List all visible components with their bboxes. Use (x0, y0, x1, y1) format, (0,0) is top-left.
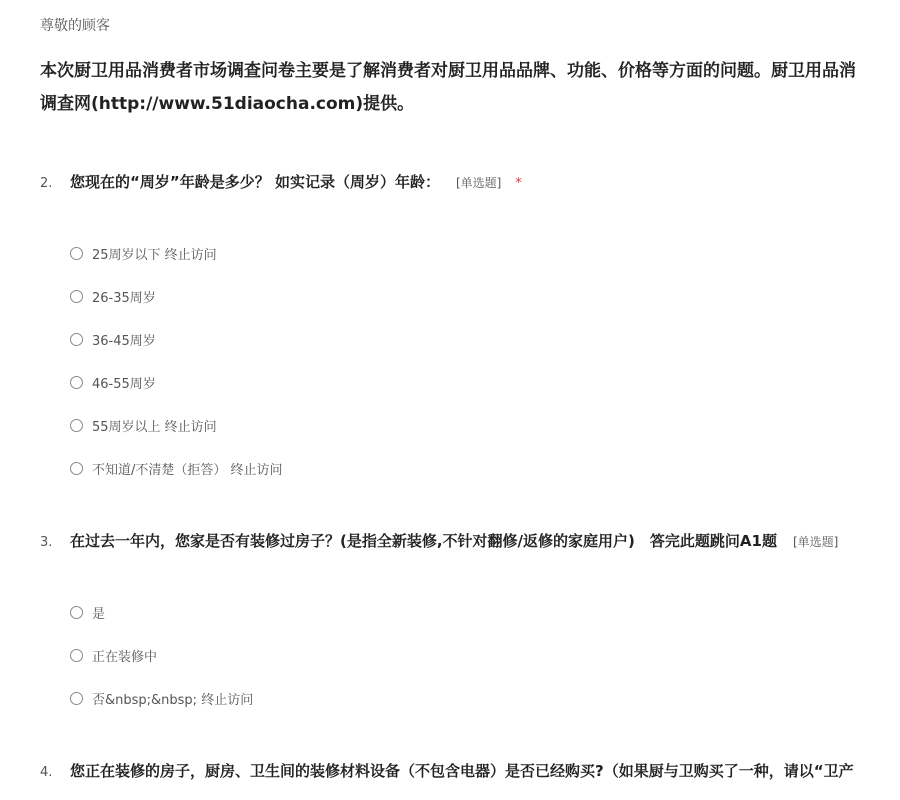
option-q3-1[interactable] (70, 602, 105, 622)
intro-line-2: 调查网(http://www.51diaocha.com)提供。 (40, 94, 415, 114)
option-label: 正在装修中 (92, 649, 158, 665)
greeting-text: 尊敬的顾客 (40, 18, 110, 34)
intro-line-1: 本次厨卫用品消费者市场调查问卷主要是了解消费者对厨卫用品品牌、功能、价格等方面的问题。厨卫用品消 (40, 61, 856, 81)
question-3 (40, 530, 900, 708)
option-label: 25周岁以下 终止访问 (92, 247, 217, 263)
option-q2-6[interactable] (70, 458, 283, 478)
radio-button[interactable] (70, 606, 83, 619)
option-label: 不知道/不清楚（拒答） 终止访问 (92, 462, 283, 478)
option-label: 46-55周岁 (92, 376, 156, 392)
question-number: 3. (40, 535, 53, 550)
option-q3-2[interactable] (70, 645, 157, 665)
option-label: 是 (92, 606, 106, 622)
option-q2-5[interactable] (70, 415, 217, 435)
radio-button[interactable] (70, 290, 83, 303)
question-number: 2. (40, 176, 53, 191)
question-2 (40, 171, 900, 478)
question-text: 您现在的“周岁”年龄是多少？ 如实记录（周岁）年龄： (70, 173, 440, 191)
radio-button[interactable] (70, 462, 83, 475)
survey-intro (40, 55, 900, 121)
option-q3-3[interactable] (70, 688, 253, 708)
radio-button[interactable] (70, 649, 83, 662)
radio-button[interactable] (70, 419, 83, 432)
question-text: 您正在装修的房子，厨房、卫生间的装修材料设备（不包含电器）是否已经购买?（如果厨与卫购买了一种，请以“卫产 (70, 762, 854, 780)
option-label: 55周岁以上 终止访问 (92, 419, 217, 435)
radio-button[interactable] (70, 247, 83, 260)
question-text: 在过去一年内，您家是否有装修过房子？(是指全新装修,不针对翻修/返修的家庭用户) 答完此题跳问A1题 (70, 532, 777, 550)
radio-button[interactable] (70, 376, 83, 389)
option-label: 否&nbsp;&nbsp; 终止访问 (92, 692, 254, 708)
option-q2-1[interactable] (70, 243, 217, 263)
question-number: 4. (40, 765, 53, 780)
radio-button[interactable] (70, 692, 83, 705)
option-q2-4[interactable] (70, 372, 156, 392)
question-title (40, 171, 900, 195)
question-type-label: [单选题] (455, 176, 502, 190)
option-label: 36-45周岁 (92, 333, 156, 349)
required-marker: * (515, 176, 522, 191)
option-label: 26-35周岁 (92, 290, 156, 306)
question-type-label: [单选题] (792, 535, 839, 549)
option-q2-3[interactable] (70, 329, 156, 349)
question-title (40, 760, 900, 784)
question-4 (40, 760, 900, 784)
radio-button[interactable] (70, 333, 83, 346)
option-q2-2[interactable] (70, 286, 156, 306)
question-title (40, 530, 900, 554)
